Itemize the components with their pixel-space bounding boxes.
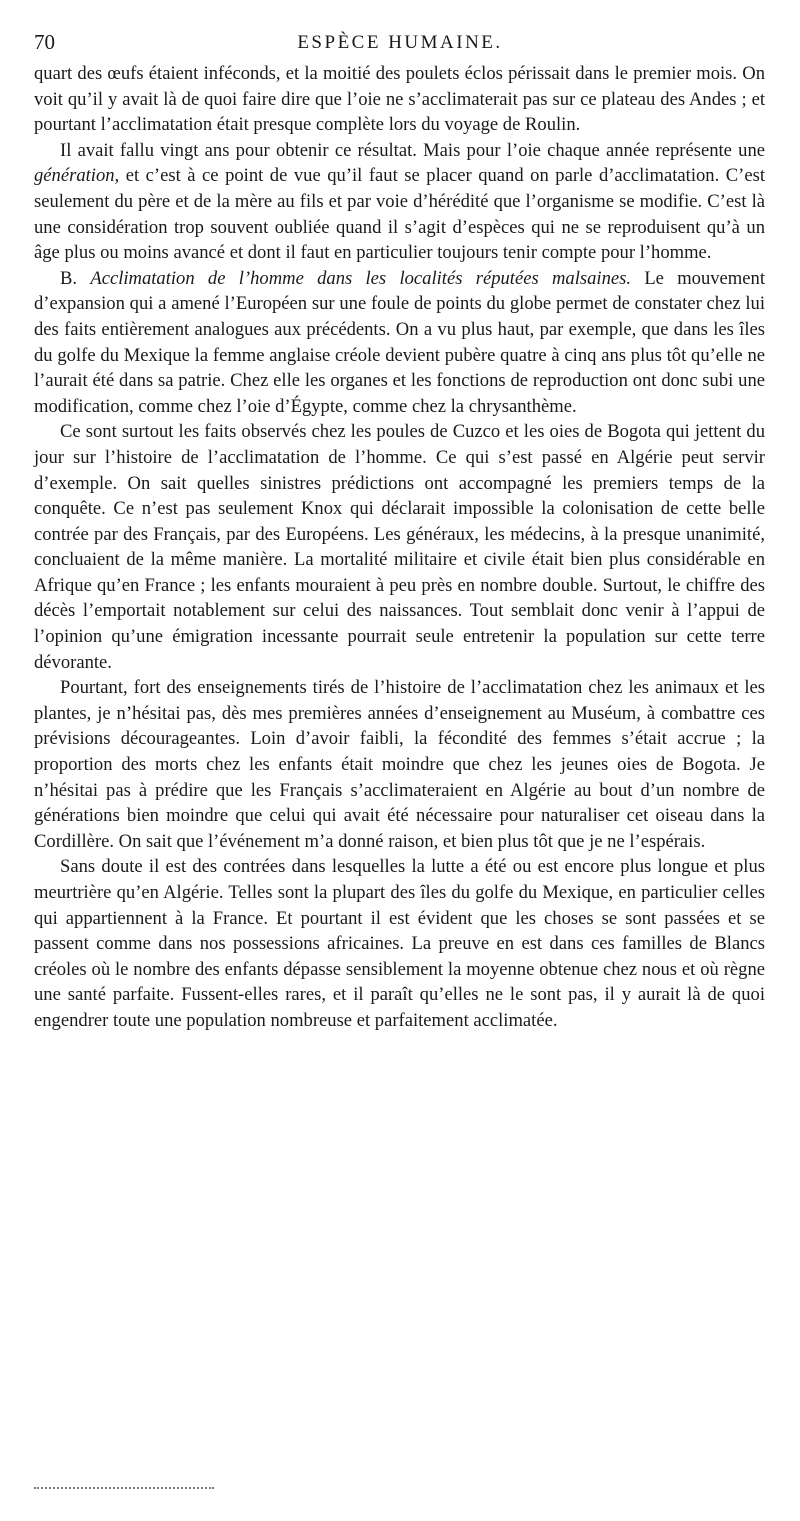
section-heading: Acclimatation de l’homme dans les localités réputées malsaines. (90, 267, 632, 289)
paragraph-section-b (34, 266, 765, 420)
paragraph-algeria: Ce sont surtout les faits observés chez les poules de Cuzco et les oies de Bogota qui jettent du jour sur l’histoire de l’acclimatation de l’homme. Ce qui s’est passé en Algérie peut servir d’exemple. On sait quelles sinistres prédictions ont accompagné les premiers temps de la conquête. Ce n’est pas seulement Knox qui déclarait impossible la colonisation de cette belle contrée par des Français, par des Européens. Les généraux, les médecins, à la presque unanimité, concluaient de la même manière. La mortalité militaire et civile était bien plus considérable en Afrique qu’en France ; les enfants mouraient à peu près en nombre double. Surtout, le chiffre des décès l’emportait notablement sur celui des naissances. Tout semblait donc venir à l’appui de l’opinion qu’une émigration incessante pourrait seule entretenir la population sur cette terre dévorante. (34, 421, 765, 673)
section-label: B. (60, 267, 91, 289)
paragraph-text: Le mouvement d’expansion qui a amené l’Européen sur une foule de points du globe permet de constater chez lui des faits entièrement analogues aux précédents. On a vu plus haut, par exemple, que dans les îles du golfe du Mexique la femme anglaise créole devient pubère quatre à cinq ans plus tôt qu’elle ne l’aurait été dans sa patrie. Chez elle les organes et les fonctions de reproduction ont donc subi une modification, comme chez l’oie d’Égypte, comme chez la chrysanthème. (34, 267, 765, 417)
body-text (34, 61, 765, 1034)
paragraph-text: Il avait fallu vingt ans pour obtenir ce résultat. Mais pour l’oie chaque année représente une (60, 139, 765, 161)
page-number: 70 (34, 30, 55, 54)
paragraph-mexico: Sans doute il est des contrées dans lesquelles la lutte a été ou est encore plus longue et plus meurtrière qu’en Algérie. Telles sont la plupart des îles du golfe du Mexique, en particulier celles qui appartiennent à la France. Et pourtant il est évident que les choses se sont passées et se passent comme dans nos possessions africaines. La preuve en est dans ces familles de Blancs créoles où le nombre des enfants dépasse sensiblement la moyenne obtenue chez nous et où règne une santé parfaite. Fussent-elles rares, et il paraît qu’elles ne le sont pas, il y aurait là de quoi engendrer toute une population nombreuse et parfaitement acclimatée. (34, 856, 765, 1031)
footer-dotted-rule (34, 1487, 214, 1489)
running-title: ESPÈCE HUMAINE. (297, 32, 503, 53)
running-head (34, 30, 766, 60)
paragraph-generation (34, 138, 765, 266)
paragraph-text: et c’est à ce point de vue qu’il faut se placer quand on parle d’acclimatation. C’est seulement du père et de la mère au fils et par voie d’hérédité que l’organisme se modifie. C’est là une considération trop souvent oubliée quand il s’agit d’espèces qui ne se reproduisent qu’à un âge plus ou moins avancé et dont il faut en particulier toujours tenir compte pour l’homme. (34, 165, 765, 264)
italic-term: génération, (34, 165, 120, 187)
paragraph-museum: Pourtant, fort des enseignements tirés de l’histoire de l’acclimatation chez les animaux et les plantes, je n’hésitai pas, dès mes premières années d’enseignement au Muséum, à combattre ces prévisions décourageantes. Loin d’avoir faibli, la fécondité des femmes s’était accrue ; la proportion des morts chez les enfants était moindre que chez les jeunes oies de Bogota. Je n’hésitai pas à prédire que les Français s’acclimateraient en Algérie au bout d’un nombre de générations bien moindre que celui qui avait été nécessaire pour naturaliser cet oiseau dans la Cordillère. On sait que l’événement m’a donné raison, et bien plus tôt que je ne l’espérais. (34, 677, 765, 852)
paragraph-continuation: quart des œufs étaient inféconds, et la moitié des poulets éclos périssait dans le premier mois. On voit qu’il y avait là de quoi faire dire que l’oie ne s’acclimaterait pas sur ce plateau des Andes ; et pourtant l’acclimatation était presque complète lors du voyage de Roulin. (34, 63, 765, 136)
